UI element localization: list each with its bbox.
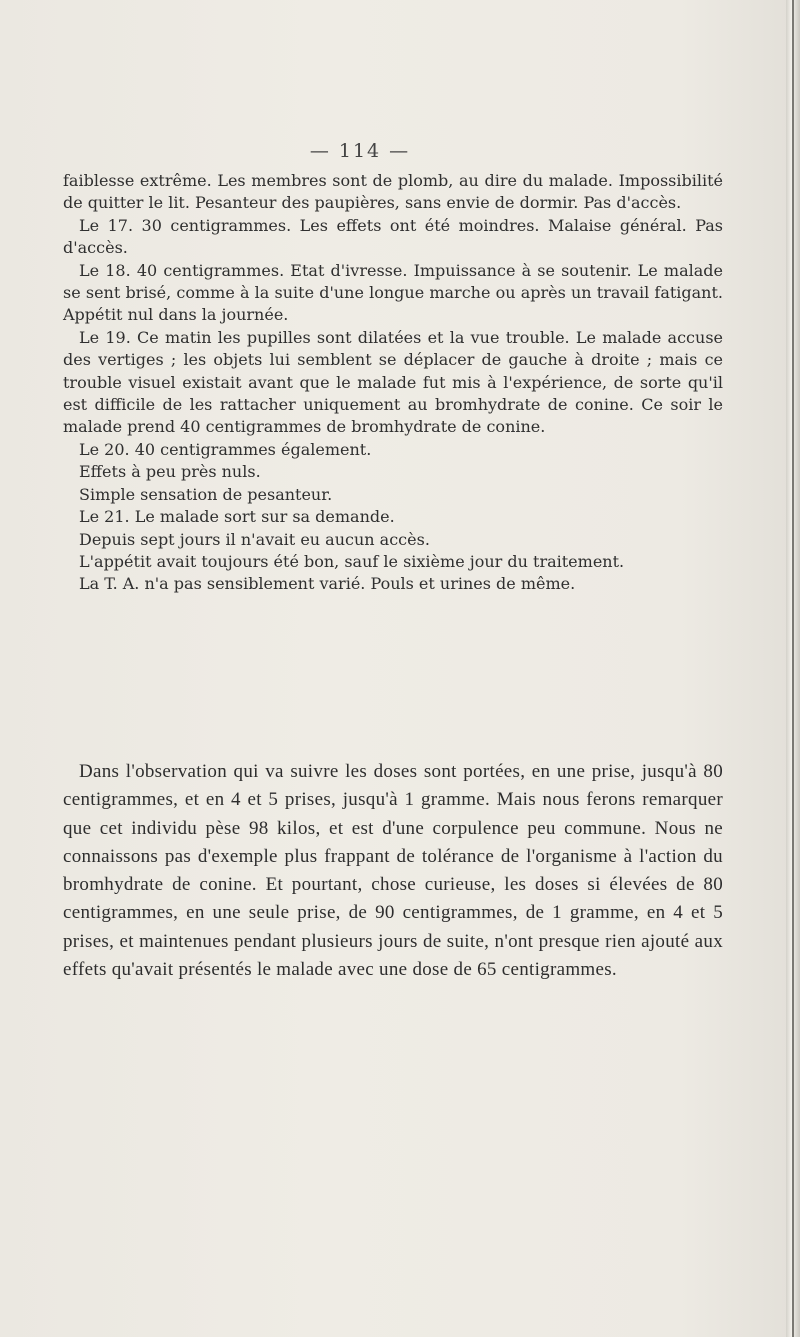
paragraph-day-20: Le 20. 40 centigrammes également. (79, 439, 372, 459)
paragraph-day-17: Le 17. 30 centigrammes. Les effets ont été moindres. Malaise général. Pas d'accès. (63, 215, 723, 258)
page-number: — 114 — (309, 140, 411, 162)
paragraph-observation: Dans l'observation qui va suivre les doses sont portées, en une prise, jusqu'à 80 centigrammes, et en 4 et 5 prises, jusqu'à 1 gramme. Mais nous ferons remarquer que cet individu pèse 98 kilos, et est d'une corpulence peu commune. Nous ne connaissons pas d'exemple plus frappant de tolérance de l'organisme à l'action du bromhydrate de conine. Et pourtant, chose curieuse, les doses si élevées de 80 centigrammes, en une seule prise, de 90 centigrammes, de 1 gramme, en 4 et 5 prises, et maintenues pendant plusieurs jours de suite, n'ont presque rien ajouté aux effets qu'avait présentés le malade avec une dose de 65 centigrammes. (63, 761, 723, 981)
paragraph-effects: Effets à peu près nuls. (79, 462, 261, 482)
paragraph-day-18: Le 18. 40 centigrammes. Etat d'ivresse. Impuissance à se soutenir. Le malade se sent brisé, comme à la suite d'une longue marche ou après un travail fatigant. Appétit nul dans la journée. (63, 260, 723, 325)
paragraph-ta: La T. A. n'a pas sensiblement varié. Pouls et urines de même. (79, 574, 576, 594)
paragraph-day-19: Le 19. Ce matin les pupilles sont dilatées et la vue trouble. Le malade accuse des vertiges ; les objets lui semblent se déplacer de gauche à droite ; mais ce trouble visuel existait avant que le malade fut mis à l'expérience, de sorte qu'il est difficile de les rattacher uniquement au bromhydrate de conine. Ce soir le malade prend 40 centigrammes de bromhydrate de conine. (63, 327, 723, 437)
paragraph-seven-days: Depuis sept jours il n'avait eu aucun accès. (79, 529, 430, 549)
paragraph-sensation: Simple sensation de pesanteur. (79, 484, 333, 504)
page-binding-edge (786, 0, 800, 1337)
observation-commentary (63, 758, 723, 984)
paragraph-day-21: Le 21. Le malade sort sur sa demande. (79, 507, 395, 527)
paragraph-appetite: L'appétit avait toujours été bon, sauf le sixième jour du traitement. (79, 551, 625, 571)
paragraph-continuation: faiblesse extrême. Les membres sont de plomb, au dire du malade. Impossibilité de quitter le lit. Pesanteur des paupières, sans envie de dormir. Pas d'accès. (63, 171, 723, 213)
case-notes (63, 170, 723, 596)
